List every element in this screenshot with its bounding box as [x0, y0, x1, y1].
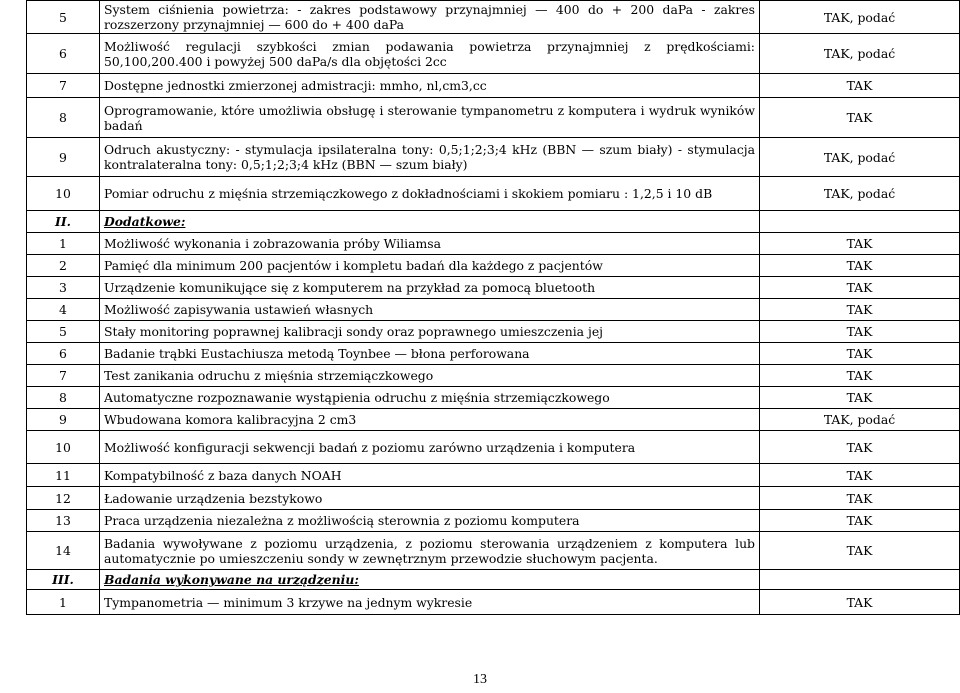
- table-row: [27, 277, 960, 299]
- page-number: 13: [473, 672, 487, 687]
- row-description: Stały monitoring poprawnej kalibracji sondy oraz poprawnego umieszczenia jej: [100, 321, 760, 343]
- row-number: 12: [27, 487, 100, 510]
- row-number: 2: [27, 255, 100, 277]
- row-number: 8: [27, 387, 100, 409]
- table-row: [27, 138, 960, 177]
- table-row: [27, 1, 960, 34]
- row-number: 3: [27, 277, 100, 299]
- row-description: Test zanikania odruchu z mięśnia strzemiączkowego: [100, 365, 760, 387]
- row-number: 10: [27, 431, 100, 464]
- row-number: 7: [27, 74, 100, 98]
- row-description: Kompatybilność z baza danych NOAH: [100, 464, 760, 487]
- row-value: TAK, podać: [760, 138, 960, 177]
- section-title: [100, 211, 760, 233]
- row-value: TAK: [760, 233, 960, 255]
- table-row: [27, 532, 960, 570]
- row-description: Możliwość konfiguracji sekwencji badań z poziomu zarówno urządzenia i komputera: [100, 431, 760, 464]
- row-value: TAK, podać: [760, 1, 960, 34]
- row-value: TAK: [760, 532, 960, 570]
- row-value: TAK: [760, 277, 960, 299]
- section-header-row: [27, 211, 960, 233]
- row-number: 6: [27, 34, 100, 74]
- table-row: [27, 387, 960, 409]
- row-number: 13: [27, 510, 100, 532]
- row-description: Badania wywoływane z poziomu urządzenia, z poziomu sterowania urządzeniem z komputera lub automatycznie po umieszczeniu sondy w zewnętrznym przewodzie słuchowym pacjenta.: [100, 532, 760, 570]
- row-description: Tympanometria — minimum 3 krzywe na jednym wykresie: [100, 590, 760, 615]
- row-number: 9: [27, 409, 100, 431]
- table-row: [27, 464, 960, 487]
- section-title-text: Dodatkowe:: [104, 214, 186, 229]
- table-row: [27, 299, 960, 321]
- table-row: [27, 409, 960, 431]
- row-number: 8: [27, 98, 100, 138]
- row-value: TAK, podać: [760, 177, 960, 211]
- specification-table: [26, 0, 960, 615]
- row-value: TAK: [760, 431, 960, 464]
- row-description: Wbudowana komora kalibracyjna 2 cm3: [100, 409, 760, 431]
- row-value: TAK: [760, 365, 960, 387]
- row-description: Możliwość regulacji szybkości zmian podawania powietrza przynajmniej z prędkościami: 50,100,200.400 i powyżej 500 daPa/s dla objętości 2cc: [100, 34, 760, 74]
- row-value: TAK: [760, 255, 960, 277]
- table-row: [27, 98, 960, 138]
- row-value: TAK: [760, 98, 960, 138]
- row-number: 1: [27, 233, 100, 255]
- row-value: TAK: [760, 590, 960, 615]
- row-value: TAK: [760, 299, 960, 321]
- row-description: Automatyczne rozpoznawanie wystąpienia odruchu z mięśnia strzemiączkowego: [100, 387, 760, 409]
- specification-table-body: [27, 1, 960, 615]
- table-row: [27, 365, 960, 387]
- section-value: [760, 570, 960, 590]
- row-number: 7: [27, 365, 100, 387]
- row-description: Urządzenie komunikujące się z komputerem na przykład za pomocą bluetooth: [100, 277, 760, 299]
- row-number: 6: [27, 343, 100, 365]
- row-value: TAK: [760, 487, 960, 510]
- row-value: TAK, podać: [760, 34, 960, 74]
- row-number: 9: [27, 138, 100, 177]
- row-description: Oprogramowanie, które umożliwia obsługę i sterowanie tympanometru z komputera i wydruk wyników badań: [100, 98, 760, 138]
- row-description: System ciśnienia powietrza: - zakres podstawowy przynajmniej — 400 do + 200 daPa - zakres rozszerzony przynajmniej — 600 do + 400 daPa: [100, 1, 760, 34]
- row-number: 14: [27, 532, 100, 570]
- table-row: [27, 590, 960, 615]
- row-value: TAK: [760, 74, 960, 98]
- row-description: Badanie trąbki Eustachiusza metodą Toynbee — błona perforowana: [100, 343, 760, 365]
- row-number: 11: [27, 464, 100, 487]
- section-title: [100, 570, 760, 590]
- section-title-text: Badania wykonywane na urządzeniu:: [104, 572, 359, 587]
- table-row: [27, 74, 960, 98]
- row-description: Ładowanie urządzenia bezstykowo: [100, 487, 760, 510]
- row-number: 4: [27, 299, 100, 321]
- section-header-row: [27, 570, 960, 590]
- table-row: [27, 321, 960, 343]
- table-row: [27, 255, 960, 277]
- table-row: [27, 487, 960, 510]
- table-row: [27, 343, 960, 365]
- row-description: Pamięć dla minimum 200 pacjentów i kompletu badań dla każdego z pacjentów: [100, 255, 760, 277]
- table-row: [27, 431, 960, 464]
- row-description: Pomiar odruchu z mięśnia strzemiączkowego z dokładnościami i skokiem pomiaru : 1,2,5 i 10 dB: [100, 177, 760, 211]
- section-number: III.: [27, 570, 100, 590]
- row-number: 1: [27, 590, 100, 615]
- row-description: Dostępne jednostki zmierzonej admistracji: mmho, nl,cm3,cc: [100, 74, 760, 98]
- table-row: [27, 510, 960, 532]
- row-value: TAK, podać: [760, 409, 960, 431]
- row-description: Możliwość wykonania i zobrazowania próby Wiliamsa: [100, 233, 760, 255]
- row-number: 5: [27, 321, 100, 343]
- section-number: II.: [27, 211, 100, 233]
- row-value: TAK: [760, 343, 960, 365]
- row-number: 10: [27, 177, 100, 211]
- table-row: [27, 233, 960, 255]
- table-row: [27, 177, 960, 211]
- row-number: 5: [27, 1, 100, 34]
- row-value: TAK: [760, 510, 960, 532]
- row-description: Możliwość zapisywania ustawień własnych: [100, 299, 760, 321]
- row-value: TAK: [760, 321, 960, 343]
- row-description: Praca urządzenia niezależna z możliwością sterownia z poziomu komputera: [100, 510, 760, 532]
- row-value: TAK: [760, 464, 960, 487]
- row-description: Odruch akustyczny: - stymulacja ipsilateralna tony: 0,5;1;2;3;4 kHz (BBN — szum biały) - stymulacja kontralateralna tony: 0,5;1;2;3;4 kHz (BBN — szum biały): [100, 138, 760, 177]
- section-value: [760, 211, 960, 233]
- table-row: [27, 34, 960, 74]
- row-value: TAK: [760, 387, 960, 409]
